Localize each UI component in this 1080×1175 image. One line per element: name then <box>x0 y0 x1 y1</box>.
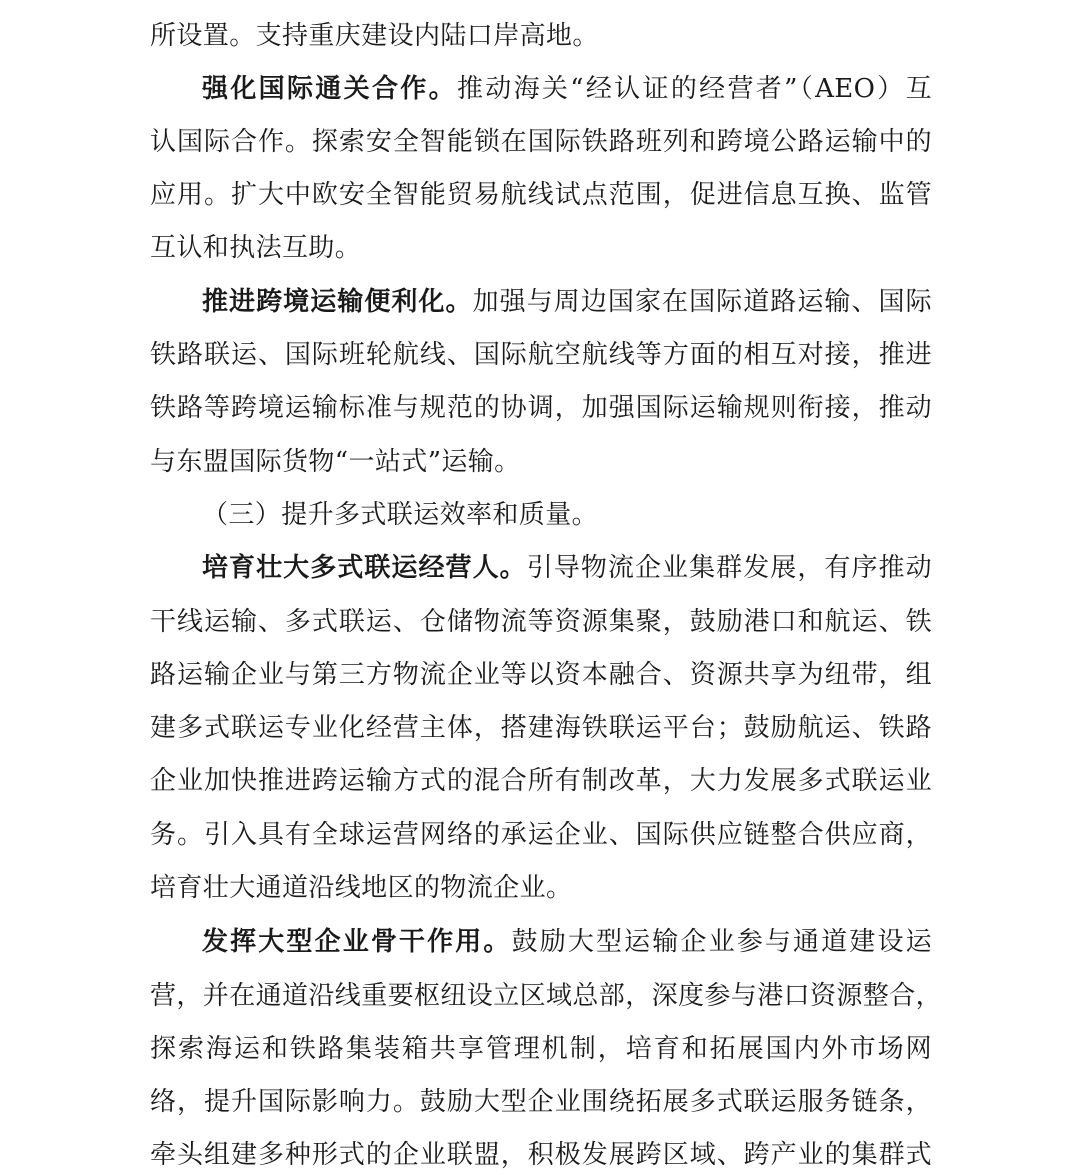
body-text: 络，提升国际影响力。鼓励大型企业围绕拓展多式联运服务链条， <box>150 1087 932 1117</box>
paragraph-line <box>150 868 932 908</box>
body-text: 企业加快推进跨运输方式的混合所有制改革，大力发展多式联运业 <box>150 766 932 796</box>
paragraph-line <box>150 442 932 482</box>
paragraph-line <box>150 388 932 428</box>
body-text: 认国际合作。探索安全智能锁在国际铁路班列和跨境公路运输中的 <box>150 127 932 157</box>
body-text: 营，并在通道沿线重要枢纽设立区域总部，深度参与港口资源整合， <box>150 981 943 1011</box>
paragraph-line <box>202 548 932 588</box>
body-text: 鼓励大型运输企业参与通道建设运 <box>511 927 932 957</box>
body-text: 铁路联运、国际班轮航线、国际航空航线等方面的相互对接，推进 <box>150 340 932 370</box>
paragraph-line <box>202 69 932 109</box>
paragraph-line <box>150 228 932 268</box>
paragraph-line <box>150 708 932 748</box>
paragraph-heading: 推进跨境运输便利化。 <box>202 287 473 317</box>
paragraph-heading: 发挥大型企业骨干作用。 <box>202 927 512 957</box>
paragraph-line <box>150 815 932 855</box>
body-text: 牵头组建多种形式的企业联盟，积极发展跨区域、跨产业的集群式 <box>150 1140 932 1170</box>
paragraph-line <box>150 976 943 1016</box>
body-text: 推动海关“经认证的经营者”（AEO）互 <box>456 74 932 104</box>
paragraph-line <box>150 1135 932 1175</box>
body-text: 干线运输、多式联运、仓储物流等资源集聚，鼓励港口和航运、铁 <box>150 607 932 637</box>
paragraph-line <box>202 922 932 962</box>
paragraph-line <box>150 761 932 801</box>
body-text: 加强与周边国家在国际道路运输、国际 <box>472 287 932 317</box>
paragraph-line <box>150 175 932 215</box>
body-text: 引导物流企业集群发展，有序推动 <box>526 553 932 583</box>
body-text: 培育壮大通道沿线地区的物流企业。 <box>150 873 573 903</box>
body-text: 所设置。支持重庆建设内陆口岸高地。 <box>150 21 599 51</box>
body-text: 路运输企业与第三方物流企业等以资本融合、资源共享为纽带，组 <box>150 660 932 690</box>
body-text: 应用。扩大中欧安全智能贸易航线试点范围，促进信息互换、监管 <box>150 180 932 210</box>
paragraph-line <box>150 335 932 375</box>
paragraph-line <box>150 602 932 642</box>
paragraph-line <box>150 16 932 56</box>
paragraph-line <box>150 122 932 162</box>
paragraph-heading: 强化国际通关合作。 <box>202 74 457 104</box>
paragraph-line <box>150 655 932 695</box>
paragraph-heading: 培育壮大多式联运经营人。 <box>202 553 527 583</box>
section-heading-line <box>202 495 932 535</box>
body-text: 铁路等跨境运输标准与规范的协调，加强国际运输规则衔接，推动 <box>150 393 932 423</box>
paragraph-line <box>150 1082 932 1122</box>
body-text: 务。引入具有全球运营网络的承运企业、国际供应链整合供应商， <box>150 820 932 850</box>
section-heading: （三）提升多式联运效率和质量。 <box>202 500 599 530</box>
body-text: 探索海运和铁路集装箱共享管理机制，培育和拓展国内外市场网 <box>150 1034 932 1064</box>
body-text: 与东盟国际货物“一站式”运输。 <box>150 447 521 477</box>
paragraph-line <box>202 282 932 322</box>
body-text: 互认和执法互助。 <box>150 233 362 263</box>
body-text: 建多式联运专业化经营主体，搭建海铁联运平台；鼓励航运、铁路 <box>150 713 932 743</box>
paragraph-line <box>150 1029 932 1069</box>
